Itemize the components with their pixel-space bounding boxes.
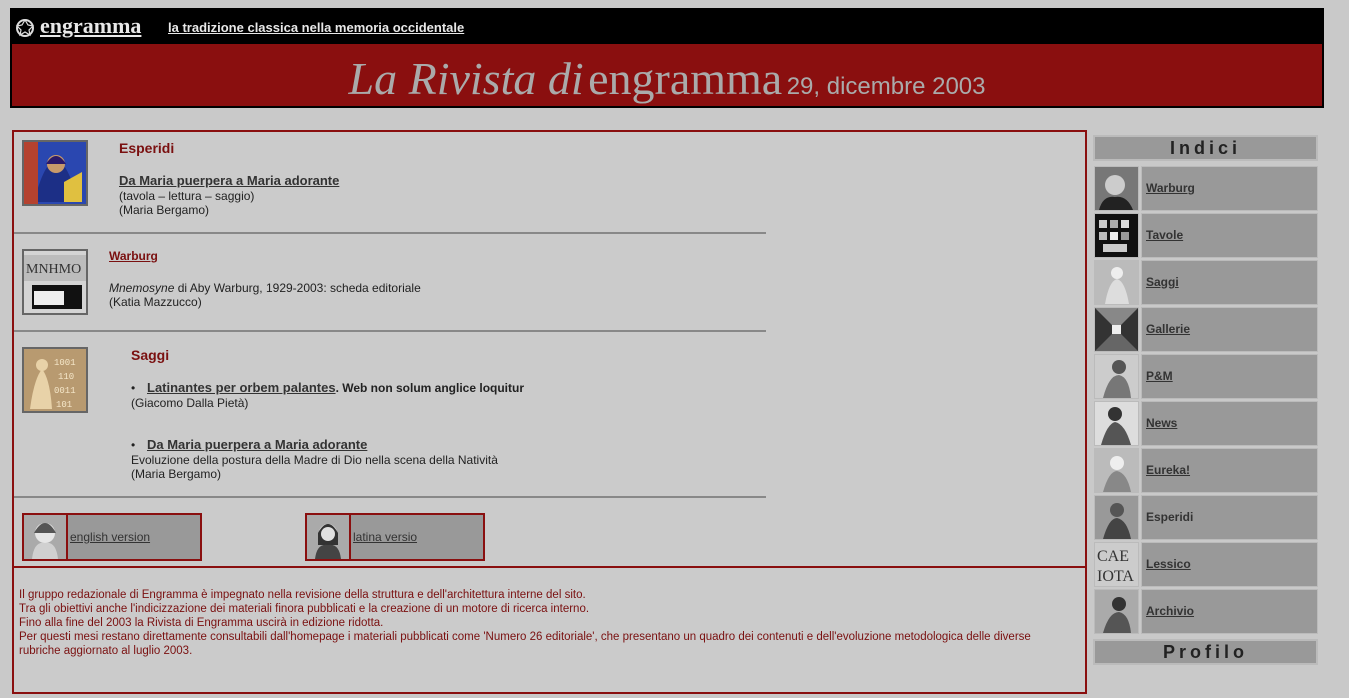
saggi-statue-icon[interactable] — [1094, 260, 1139, 305]
sidebar-item-label: Esperidi — [1141, 495, 1318, 540]
sidebar-item-saggi[interactable] — [1093, 259, 1318, 304]
sidebar-item-label[interactable]: Lessico — [1141, 542, 1318, 587]
esperidi-thumbnail[interactable] — [22, 140, 88, 206]
sidebar-item-label[interactable]: Tavole — [1141, 213, 1318, 258]
notice-line: Fino alla fine del 2003 la Rivista di Engramma uscirà in edizione ridotta. — [19, 617, 384, 629]
saggi-item-author: (Giacomo Dalla Pietà) — [131, 396, 249, 410]
lessico-letters-icon[interactable] — [1094, 542, 1139, 587]
latin-version-link[interactable]: latina versio — [353, 530, 418, 544]
sidebar-item-label[interactable]: Archivio — [1141, 589, 1318, 634]
tagline-link[interactable]: la tradizione classica nella memoria occidentale — [168, 20, 465, 35]
divider — [14, 232, 766, 234]
main-content — [12, 130, 1087, 694]
saggi-item-link[interactable]: Latinantes per orbem palantes — [147, 380, 336, 395]
sidebar-item-eureka[interactable] — [1093, 447, 1318, 492]
svg-text:101: 101 — [56, 400, 73, 410]
latin-version-thumbnail[interactable] — [307, 515, 351, 559]
saggi-bullet: • — [131, 438, 136, 452]
svg-text:MNHMO: MNHMO — [26, 262, 82, 277]
saggi-bullet: • — [131, 381, 136, 395]
english-version-link[interactable]: english version — [70, 530, 151, 544]
notice-line: Il gruppo redazionale di Engramma è impegnato nella revisione della struttura e dell'architettura interne del sito. — [19, 589, 586, 601]
warburg-author: (Katia Mazzucco) — [109, 295, 202, 309]
svg-text:CAE: CAE — [1097, 548, 1129, 565]
banner-title-italic: La Rivista di — [348, 53, 584, 104]
saggi-item-rest: . Web non solum anglice loquitur — [335, 381, 525, 395]
esperidi-author: (Maria Bergamo) — [119, 203, 210, 217]
sidebar-item-label[interactable]: Gallerie — [1141, 307, 1318, 352]
warburg-title-rest: di Aby Warburg, 1929-2003: scheda editoriale — [174, 281, 421, 295]
esperidi-article-link[interactable]: Da Maria puerpera a Maria adorante — [119, 173, 340, 188]
notice-line: rubriche aggiornato al luglio 2003. — [19, 645, 193, 657]
warburg-article — [109, 281, 421, 295]
brand-link[interactable]: engramma — [40, 13, 142, 38]
eureka-figure-icon[interactable] — [1094, 448, 1139, 493]
sidebar-item-label[interactable]: News — [1141, 401, 1318, 446]
svg-text:1001: 1001 — [54, 358, 76, 368]
warburg-thumbnail[interactable] — [22, 249, 88, 315]
svg-text:0011: 0011 — [54, 386, 76, 396]
warburg-heading-link[interactable]: Warburg — [109, 249, 158, 263]
sidebar-item-label[interactable]: P&M — [1141, 354, 1318, 399]
sidebar-item-tavole[interactable] — [1093, 212, 1318, 257]
editorial-notice — [14, 566, 1085, 698]
sidebar-item-label[interactable]: Eureka! — [1141, 448, 1318, 493]
archivio-figure-icon[interactable] — [1094, 589, 1139, 634]
sidebar-item-pm[interactable] — [1093, 353, 1318, 398]
sidebar-item-label[interactable]: Saggi — [1141, 260, 1318, 305]
sidebar-item-label[interactable]: Warburg — [1141, 166, 1318, 211]
english-version-thumbnail[interactable] — [24, 515, 68, 559]
svg-text:ΙΟΤΑ: ΙΟΤΑ — [1097, 568, 1134, 585]
sidebar-item-gallerie[interactable] — [1093, 306, 1318, 351]
banner-issue-date: 29, dicembre 2003 — [786, 73, 986, 100]
sidebar-item-lessico[interactable] — [1093, 541, 1318, 586]
profilo-heading: Profilo — [1093, 639, 1318, 665]
top-bar — [10, 8, 1324, 44]
engramma-logo-icon — [14, 17, 36, 39]
sidebar-item-esperidi[interactable] — [1093, 494, 1318, 539]
tavole-image-icon[interactable] — [1094, 213, 1139, 258]
saggi-item — [147, 438, 367, 452]
sidebar-item-news[interactable] — [1093, 400, 1318, 445]
esperidi-figure-icon[interactable] — [1094, 495, 1139, 540]
banner-title-brand: engramma — [588, 53, 783, 104]
warburg-portrait-icon[interactable] — [1094, 166, 1139, 211]
saggi-heading: Saggi — [131, 347, 170, 363]
english-version-box[interactable] — [22, 513, 202, 561]
esperidi-heading: Esperidi — [119, 140, 175, 156]
esperidi-sub: (tavola – lettura – saggio) — [119, 189, 255, 203]
notice-line: Per questi mesi restano direttamente consultabili dall'homepage i materiali pubblicati come 'Numero 26 editoriale', che presentano un quadro dei contenuti e dell'evoluzione metodologica delle diverse — [19, 631, 1031, 643]
sidebar-item-archivio[interactable] — [1093, 588, 1318, 633]
saggi-item-link[interactable]: Da Maria puerpera a Maria adorante — [147, 437, 368, 452]
saggi-item-desc: Evoluzione della postura della Madre di Dio nella scena della Natività — [131, 453, 498, 467]
warburg-title-italic[interactable]: Mnemosyne — [109, 281, 175, 295]
divider — [14, 330, 766, 332]
latin-version-box[interactable] — [305, 513, 485, 561]
notice-line: Tra gli obiettivi anche l'indicizzazione dei materiali finora pubblicati e la creazione di un motore di ricerca interno. — [19, 603, 590, 615]
svg-text:110: 110 — [58, 372, 75, 382]
saggi-item-author: (Maria Bergamo) — [131, 467, 222, 481]
issue-banner — [10, 44, 1324, 108]
saggi-thumbnail[interactable] — [22, 347, 88, 413]
saggi-item — [147, 381, 524, 395]
divider — [14, 496, 766, 498]
news-figure-icon[interactable] — [1094, 401, 1139, 446]
indici-heading: Indici — [1093, 135, 1318, 161]
gallerie-corridor-icon[interactable] — [1094, 307, 1139, 352]
pm-figure-icon[interactable] — [1094, 354, 1139, 399]
sidebar-item-warburg[interactable] — [1093, 165, 1318, 210]
banner-title — [12, 52, 1322, 105]
